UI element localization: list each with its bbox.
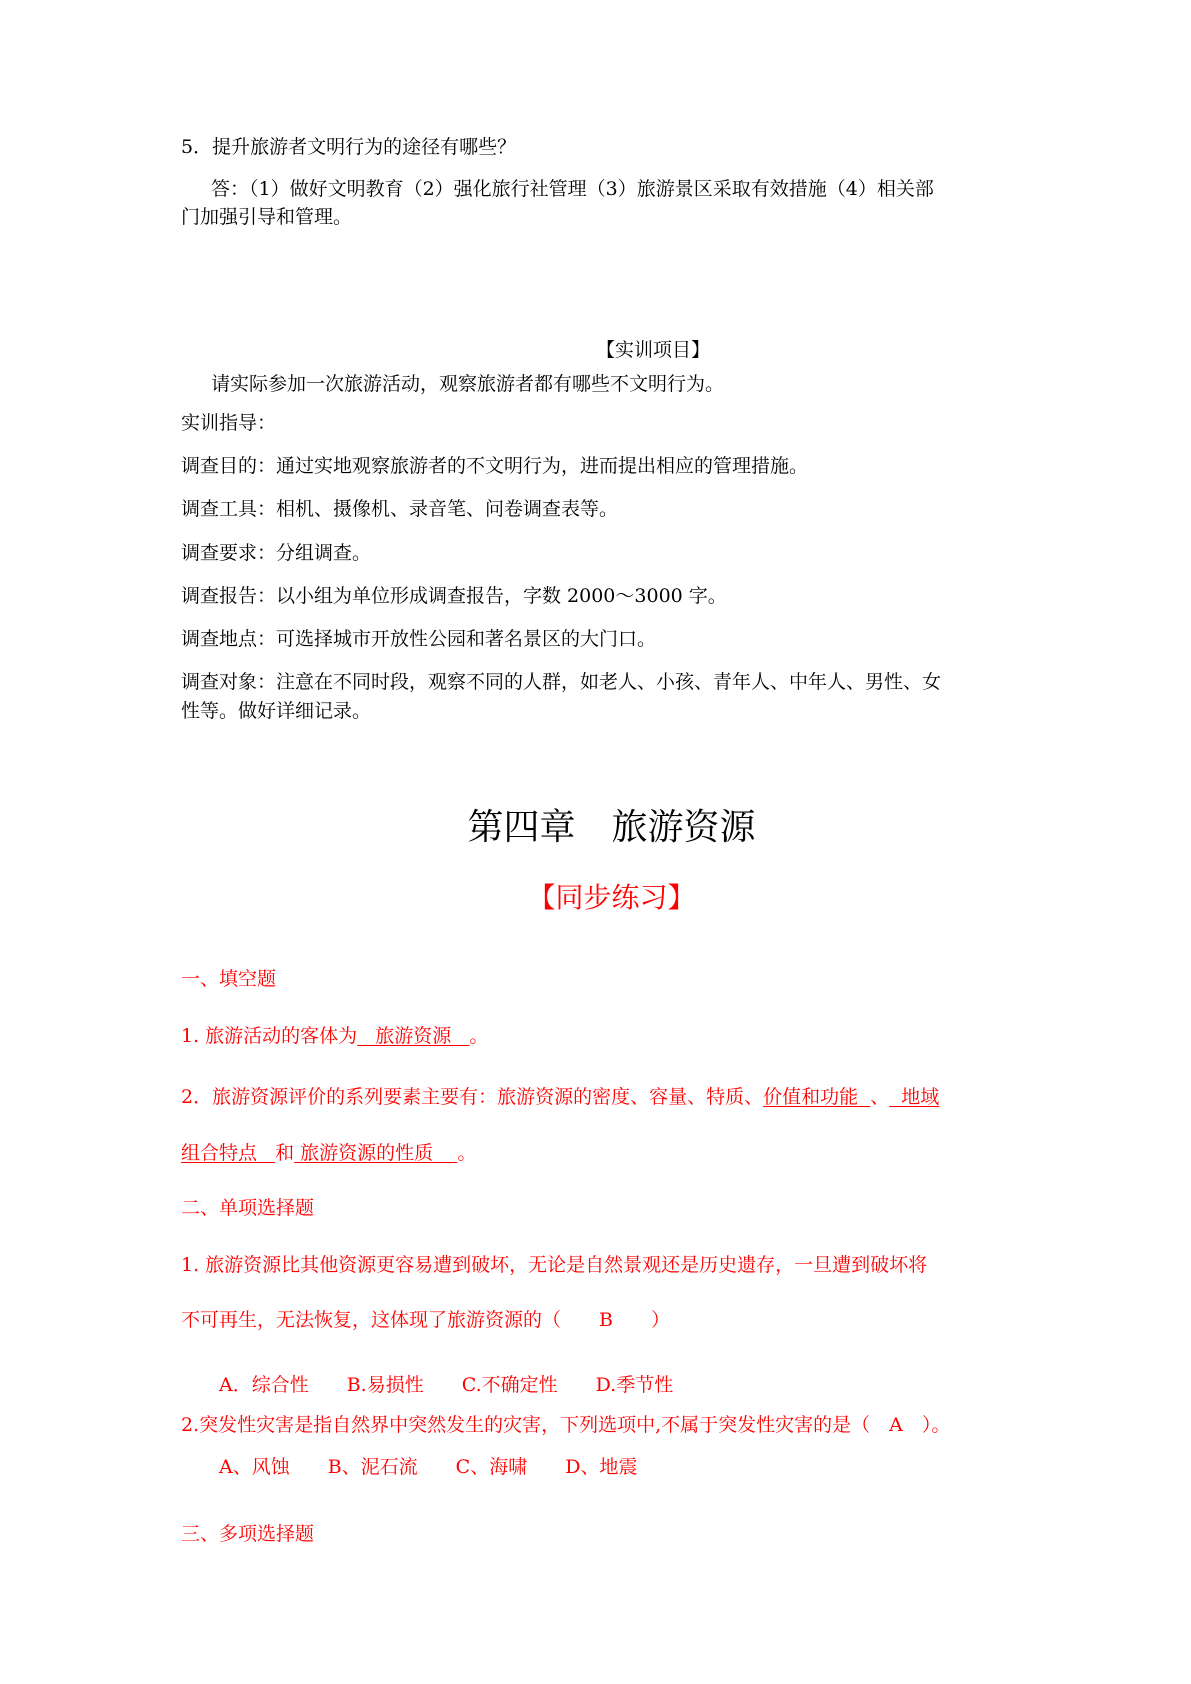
fill-question-1: 1. 旅游活动的客体为 旅游资源 。 xyxy=(181,1025,489,1047)
section1-heading: 一、填空题 xyxy=(181,968,277,990)
fill-answer: 地域 xyxy=(889,1086,940,1108)
training-item-last-line2: 性等。做好详细记录。 xyxy=(181,700,372,722)
fill-question-2-line1: 2．旅游资源评价的系列要素主要有：旅游资源的密度、容量、特质、价值和功能 、 地域 xyxy=(181,1086,940,1108)
choice-question-2: 2.突发性灾害是指自然界中突然发生的灾害，下列选项中,不属于突发性灾害的是（ A ）。 xyxy=(181,1414,951,1436)
training-item-last-line1: 调查对象：注意在不同时段，观察不同的人群，如老人、小孩、青年人、中年人、男性、女 xyxy=(181,671,942,693)
training-item: 调查报告：以小组为单位形成调查报告，字数 2000～3000 字。 xyxy=(181,585,727,607)
chapter-subtitle: 【同步练习】 xyxy=(527,881,696,914)
training-task: 请实际参加一次旅游活动，观察旅游者都有哪些不文明行为。 xyxy=(211,373,725,395)
choice-question-1-options: A．综合性 B.易损性 C.不确定性 D.季节性 xyxy=(219,1374,674,1396)
training-item: 调查地点：可选择城市开放性公园和著名景区的大门口。 xyxy=(181,628,657,650)
choice-question-2-options: A、风蚀 B、泥石流 C、海啸 D、地震 xyxy=(219,1456,638,1478)
choice-question-1-line2: 不可再生，无法恢复，这体现了旅游资源的（ B ） xyxy=(181,1309,670,1331)
training-item: 调查要求：分组调查。 xyxy=(181,542,372,564)
training-item: 调查目的：通过实地观察旅游者的不文明行为，进而提出相应的管理措施。 xyxy=(181,455,809,477)
training-title: 【实训项目】 xyxy=(596,339,711,361)
answer-5-line2: 门加强引导和管理。 xyxy=(181,206,353,228)
fill-answer: 价值和功能 xyxy=(763,1086,871,1108)
fill-answer: 旅游资源 xyxy=(357,1025,470,1047)
section2-heading: 二、单项选择题 xyxy=(181,1197,315,1219)
fill-answer: 组合特点 xyxy=(181,1142,276,1164)
fill-question-2-line2: 组合特点 和 旅游资源的性质 。 xyxy=(181,1142,477,1164)
fill-answer: 旅游资源的性质 xyxy=(294,1142,458,1164)
choice-question-1-line1: 1. 旅游资源比其他资源更容易遭到破坏，无论是自然景观还是历史遗存，一旦遭到破坏将 xyxy=(181,1254,928,1276)
training-item: 调查工具：相机、摄像机、录音笔、问卷调查表等。 xyxy=(181,498,619,520)
training-guide-label: 实训指导： xyxy=(181,412,277,434)
question-5: 5．提升旅游者文明行为的途径有哪些？ xyxy=(181,136,517,158)
section3-heading: 三、多项选择题 xyxy=(181,1523,315,1545)
answer-5-line1: 答：（1）做好文明教育（2）强化旅行社管理（3）旅游景区采取有效措施（4）相关部 xyxy=(211,178,934,200)
chapter-title: 第四章 旅游资源 xyxy=(467,807,756,848)
